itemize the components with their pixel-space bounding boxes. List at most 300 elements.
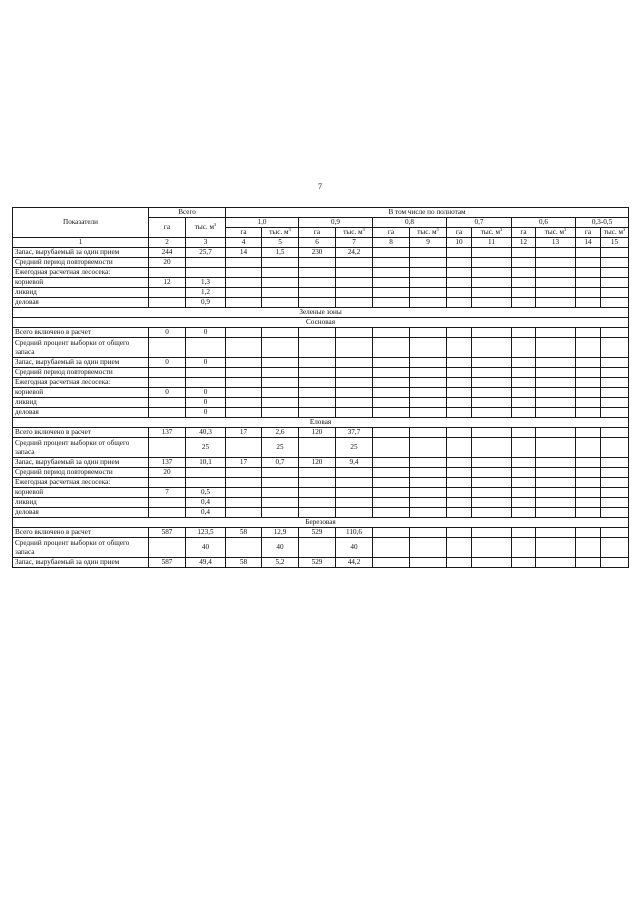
- table-cell: 0: [186, 328, 226, 338]
- row-label: Средний процент выборки от общего запаса: [13, 538, 149, 558]
- table-row: [13, 298, 629, 308]
- table-cell: 1,3: [186, 278, 226, 288]
- column-number: 13: [536, 238, 576, 248]
- table-cell: [536, 388, 576, 398]
- table-cell: 58: [226, 528, 262, 538]
- row-label: Запас, вырубаемый за один прием: [13, 358, 149, 368]
- table-cell: [447, 358, 472, 368]
- table-cell: [447, 478, 472, 488]
- table-cell: [447, 558, 472, 568]
- table-cell: [601, 498, 629, 508]
- header-unit-ha: га: [512, 228, 536, 238]
- table-cell: [410, 428, 447, 438]
- table-cell: [512, 278, 536, 288]
- table-cell: [262, 378, 299, 388]
- table-cell: [576, 558, 601, 568]
- table-cell: 0: [186, 408, 226, 418]
- header-density: 0,3-0,5: [576, 218, 629, 228]
- table-cell: [576, 438, 601, 458]
- table-cell: [576, 468, 601, 478]
- table-cell: [226, 478, 262, 488]
- table-cell: [373, 358, 410, 368]
- table-cell: [373, 478, 410, 488]
- row-label: корневой: [13, 388, 149, 398]
- table-cell: 244: [149, 248, 186, 258]
- table-cell: [299, 478, 336, 488]
- table-cell: [410, 338, 447, 358]
- table-cell: [576, 268, 601, 278]
- table-cell: [262, 368, 299, 378]
- table-cell: 0,9: [186, 298, 226, 308]
- table-cell: [299, 498, 336, 508]
- row-label: Запас, вырубаемый за один прием: [13, 458, 149, 468]
- table-row: [13, 528, 629, 538]
- table-cell: [601, 538, 629, 558]
- table-cell: [512, 528, 536, 538]
- table-cell: [299, 388, 336, 398]
- table-cell: [447, 328, 472, 338]
- table-cell: [536, 498, 576, 508]
- table-cell: [336, 298, 373, 308]
- row-label: Средний процент выборки от общего запаса: [13, 338, 149, 358]
- table-cell: [226, 298, 262, 308]
- table-cell: [601, 298, 629, 308]
- column-number: 11: [472, 238, 512, 248]
- table-cell: [536, 538, 576, 558]
- table-cell: [536, 438, 576, 458]
- table-cell: 17: [226, 428, 262, 438]
- table-cell: 529: [299, 558, 336, 568]
- table-row: [13, 248, 629, 258]
- header-unit-vol: тыс. $м^3$: [472, 228, 512, 238]
- row-caption: Ежегодная расчетная лесосека:: [13, 478, 149, 488]
- table-cell: [536, 298, 576, 308]
- column-number: 6: [299, 238, 336, 248]
- table-cell: [373, 438, 410, 458]
- table-cell: [226, 368, 262, 378]
- table-cell: [472, 288, 512, 298]
- table-cell: [536, 468, 576, 478]
- table-row: [13, 288, 629, 298]
- table-cell: [410, 378, 447, 388]
- table-cell: [447, 438, 472, 458]
- table-cell: [472, 398, 512, 408]
- header-unit-vol: тыс. $м^3$: [601, 228, 629, 238]
- table-cell: [336, 498, 373, 508]
- table-cell: [373, 538, 410, 558]
- header-unit-vol: тыс. $м^3$: [336, 228, 373, 238]
- table-cell: [601, 338, 629, 358]
- table-row: [13, 458, 629, 468]
- table-cell: 110,6: [336, 528, 373, 538]
- table-cell: [186, 468, 226, 478]
- table-cell: [536, 408, 576, 418]
- table-cell: [226, 338, 262, 358]
- table-cell: [472, 278, 512, 288]
- table-cell: [447, 378, 472, 388]
- column-number: 4: [226, 238, 262, 248]
- table-cell: [149, 498, 186, 508]
- table-cell: [336, 328, 373, 338]
- table-cell: [536, 478, 576, 488]
- table-cell: [447, 258, 472, 268]
- table-cell: [576, 278, 601, 288]
- table-cell: [576, 408, 601, 418]
- table-cell: 529: [299, 528, 336, 538]
- row-label: деловая: [13, 508, 149, 518]
- header-unit-ha: га: [373, 228, 410, 238]
- page-number: 7: [318, 182, 322, 191]
- table-cell: [447, 368, 472, 378]
- table-cell: 25: [186, 438, 226, 458]
- table-cell: [512, 408, 536, 418]
- table-cell: [576, 258, 601, 268]
- table-cell: [262, 268, 299, 278]
- header-unit-ha: га: [226, 228, 262, 238]
- row-label: корневой: [13, 278, 149, 288]
- table-cell: [472, 438, 512, 458]
- table-cell: [576, 378, 601, 388]
- section-heading: Березовая: [13, 518, 629, 528]
- table-cell: 40: [186, 538, 226, 558]
- table-row: [13, 408, 629, 418]
- table-cell: [149, 478, 186, 488]
- table-cell: [226, 498, 262, 508]
- table-cell: [576, 338, 601, 358]
- table-cell: 25: [336, 438, 373, 458]
- table-cell: [226, 508, 262, 518]
- row-label: Всего включено в расчет: [13, 528, 149, 538]
- table-cell: [447, 458, 472, 468]
- table-cell: [576, 298, 601, 308]
- table-cell: [410, 288, 447, 298]
- table-cell: [149, 508, 186, 518]
- table-cell: [512, 368, 536, 378]
- header-row-1: [13, 208, 629, 218]
- table-cell: [262, 358, 299, 368]
- table-cell: [373, 298, 410, 308]
- table-cell: 9,4: [336, 458, 373, 468]
- table-cell: [262, 408, 299, 418]
- row-label: ликвид: [13, 498, 149, 508]
- table-cell: [512, 258, 536, 268]
- table-cell: [512, 498, 536, 508]
- table-cell: [262, 328, 299, 338]
- table-cell: 49,4: [186, 558, 226, 568]
- table-cell: [410, 258, 447, 268]
- table-cell: [601, 248, 629, 258]
- table-cell: [299, 508, 336, 518]
- table-cell: [226, 328, 262, 338]
- header-unit-vol: тыс. $м^3$: [536, 228, 576, 238]
- table-cell: [512, 328, 536, 338]
- table-cell: [601, 558, 629, 568]
- table-row: [13, 328, 629, 338]
- row-label: деловая: [13, 298, 149, 308]
- table-cell: [373, 508, 410, 518]
- table-cell: [262, 388, 299, 398]
- table-cell: [512, 268, 536, 278]
- table-cell: [601, 288, 629, 298]
- table-row: [13, 538, 629, 558]
- table-cell: [512, 478, 536, 488]
- table-cell: 137: [149, 428, 186, 438]
- table-row: [13, 318, 629, 328]
- table-cell: [226, 378, 262, 388]
- table-cell: 1,2: [186, 288, 226, 298]
- table-cell: 0: [186, 398, 226, 408]
- table-cell: [576, 388, 601, 398]
- table-cell: [410, 558, 447, 568]
- table-cell: [576, 528, 601, 538]
- table-cell: [601, 328, 629, 338]
- table-cell: [512, 458, 536, 468]
- table-row: [13, 498, 629, 508]
- table-cell: [410, 328, 447, 338]
- table-cell: [299, 268, 336, 278]
- table-cell: [226, 358, 262, 368]
- table-cell: [262, 508, 299, 518]
- table-row: [13, 558, 629, 568]
- section-heading: Сосновая: [13, 318, 629, 328]
- table-cell: [186, 378, 226, 388]
- table-cell: [186, 338, 226, 358]
- table-cell: [536, 508, 576, 518]
- table-cell: [336, 288, 373, 298]
- table-cell: [536, 398, 576, 408]
- table-cell: [410, 388, 447, 398]
- table-cell: [512, 538, 536, 558]
- table-cell: [262, 278, 299, 288]
- table-cell: [472, 458, 512, 468]
- table-cell: [299, 328, 336, 338]
- table-cell: [447, 338, 472, 358]
- table-cell: [536, 328, 576, 338]
- table-cell: [472, 378, 512, 388]
- table-cell: 14: [226, 248, 262, 258]
- table-row: [13, 308, 629, 318]
- table-row: [13, 428, 629, 438]
- table-cell: [336, 338, 373, 358]
- table-cell: [601, 378, 629, 388]
- table-cell: [472, 508, 512, 518]
- table-cell: [373, 328, 410, 338]
- row-label: Средний период повторяемости: [13, 468, 149, 478]
- table-cell: [576, 368, 601, 378]
- column-number: 9: [410, 238, 447, 248]
- table-cell: [262, 398, 299, 408]
- row-label: Средний период повторяемости: [13, 368, 149, 378]
- table-cell: [299, 298, 336, 308]
- table-cell: [472, 498, 512, 508]
- table-cell: [226, 408, 262, 418]
- table-cell: 12,9: [262, 528, 299, 538]
- table-cell: [410, 398, 447, 408]
- table-cell: 137: [149, 458, 186, 468]
- row-label: Средний период повторяемости: [13, 258, 149, 268]
- table-cell: [576, 288, 601, 298]
- table-cell: [410, 508, 447, 518]
- table-cell: [262, 498, 299, 508]
- header-indicators: Показатели: [13, 208, 149, 238]
- table-cell: [373, 338, 410, 358]
- table-cell: [226, 288, 262, 298]
- table-cell: [149, 338, 186, 358]
- header-row-column-numbers: [13, 238, 629, 248]
- table-cell: [576, 488, 601, 498]
- table-cell: [410, 488, 447, 498]
- header-total-vol: тыс. $м^3$: [186, 218, 226, 238]
- table-cell: [472, 488, 512, 498]
- table-cell: [536, 338, 576, 358]
- table-cell: [373, 408, 410, 418]
- table-cell: [410, 408, 447, 418]
- table-cell: 58: [226, 558, 262, 568]
- table-cell: [576, 498, 601, 508]
- table-cell: 17: [226, 458, 262, 468]
- table-cell: [447, 428, 472, 438]
- table-row: [13, 368, 629, 378]
- header-density: 0,7: [447, 218, 512, 228]
- table-cell: [336, 508, 373, 518]
- table-cell: [262, 258, 299, 268]
- table-cell: [410, 298, 447, 308]
- table-cell: [336, 258, 373, 268]
- table-cell: [410, 468, 447, 478]
- table-cell: [226, 438, 262, 458]
- table-cell: 230: [299, 248, 336, 258]
- forestry-table: [12, 207, 629, 568]
- table-cell: [447, 508, 472, 518]
- table-cell: 0,4: [186, 498, 226, 508]
- table-cell: [186, 268, 226, 278]
- column-number: 3: [186, 238, 226, 248]
- table-cell: [299, 538, 336, 558]
- table-cell: [299, 358, 336, 368]
- table-cell: [299, 368, 336, 378]
- table-cell: [472, 478, 512, 488]
- table-cell: [410, 538, 447, 558]
- table-cell: [601, 268, 629, 278]
- table-row: [13, 508, 629, 518]
- table-cell: [336, 468, 373, 478]
- table-cell: [472, 368, 512, 378]
- table-cell: [472, 248, 512, 258]
- column-number: 7: [336, 238, 373, 248]
- table-cell: [336, 378, 373, 388]
- table-cell: [447, 528, 472, 538]
- row-label: ликвид: [13, 398, 149, 408]
- table-cell: [601, 388, 629, 398]
- row-caption: Ежегодная расчетная лесосека:: [13, 268, 149, 278]
- table-cell: [262, 468, 299, 478]
- table-cell: [226, 268, 262, 278]
- table-cell: 7: [149, 488, 186, 498]
- table-cell: [373, 368, 410, 378]
- table-row: [13, 478, 629, 488]
- table-cell: [512, 388, 536, 398]
- table-cell: [336, 398, 373, 408]
- table-cell: [472, 468, 512, 478]
- table-cell: [373, 378, 410, 388]
- table-cell: [447, 468, 472, 478]
- table-cell: [536, 368, 576, 378]
- table-cell: [601, 528, 629, 538]
- table-cell: [576, 358, 601, 368]
- table-cell: [601, 278, 629, 288]
- table-cell: [149, 288, 186, 298]
- table-row: [13, 468, 629, 478]
- table-cell: 37,7: [336, 428, 373, 438]
- column-number: 5: [262, 238, 299, 248]
- table-cell: [373, 468, 410, 478]
- table-cell: [536, 488, 576, 498]
- table-row: [13, 338, 629, 358]
- table-cell: [536, 288, 576, 298]
- table-cell: [336, 408, 373, 418]
- table-cell: [447, 288, 472, 298]
- table-cell: [186, 368, 226, 378]
- table-cell: [512, 398, 536, 408]
- table-cell: [262, 488, 299, 498]
- table-row: [13, 388, 629, 398]
- table-cell: [186, 478, 226, 488]
- table-cell: [512, 468, 536, 478]
- header-density: 0,6: [512, 218, 576, 228]
- table-cell: [299, 338, 336, 358]
- table-cell: [447, 498, 472, 508]
- table-cell: [149, 378, 186, 388]
- table-cell: [447, 388, 472, 398]
- table-cell: 24,2: [336, 248, 373, 258]
- table-cell: [512, 558, 536, 568]
- table-cell: [601, 458, 629, 468]
- header-unit-vol: тыс. $м^3$: [410, 228, 447, 238]
- table-cell: [336, 368, 373, 378]
- table-cell: [336, 478, 373, 488]
- table-cell: 25,7: [186, 248, 226, 258]
- table-cell: [576, 248, 601, 258]
- table-cell: [472, 328, 512, 338]
- table-row: [13, 518, 629, 528]
- table-cell: [336, 278, 373, 288]
- table-row: [13, 358, 629, 368]
- table-cell: [472, 428, 512, 438]
- table-cell: [472, 538, 512, 558]
- table-cell: [226, 278, 262, 288]
- table-row: [13, 418, 629, 428]
- table-cell: [512, 488, 536, 498]
- table-cell: [149, 538, 186, 558]
- table-cell: [410, 278, 447, 288]
- table-cell: [447, 248, 472, 258]
- table-cell: [299, 288, 336, 298]
- column-number: 1: [13, 238, 149, 248]
- table-cell: [262, 298, 299, 308]
- table-cell: [512, 248, 536, 258]
- table-cell: [410, 358, 447, 368]
- table-row: [13, 378, 629, 388]
- table-row: [13, 398, 629, 408]
- table-cell: [512, 428, 536, 438]
- table-cell: [149, 298, 186, 308]
- table-cell: [373, 528, 410, 538]
- table-row: [13, 488, 629, 498]
- table-cell: 0: [149, 388, 186, 398]
- table-cell: [536, 358, 576, 368]
- table-row: [13, 258, 629, 268]
- table-cell: [576, 458, 601, 468]
